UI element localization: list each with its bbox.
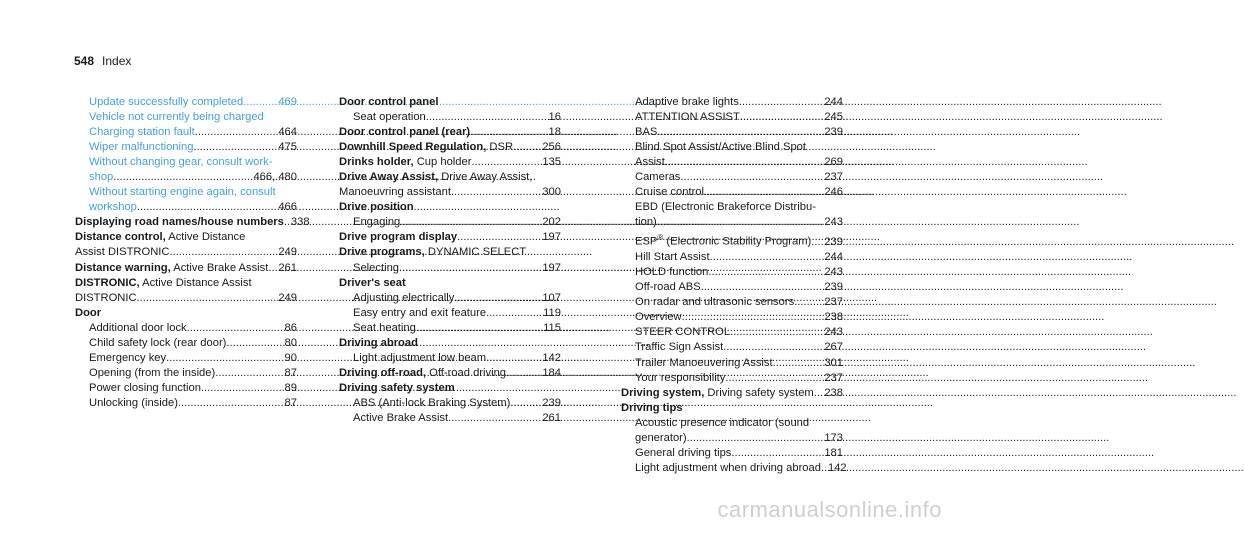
index-entry[interactable]: BAS ..... 239: [621, 125, 843, 140]
page-header: [74, 54, 131, 68]
index-entry[interactable]: Assist ..... 269: [621, 155, 843, 170]
index-entry[interactable]: Overview ..... 238: [621, 310, 843, 325]
index-entry[interactable]: Charging station fault ..... 464: [75, 125, 297, 140]
index-column-1: [75, 95, 310, 411]
index-entry[interactable]: Off-road ABS ..... 239: [621, 280, 843, 295]
index-entry[interactable]: ABS (Anti-lock Braking System) ..... 239: [339, 396, 561, 411]
index-heading[interactable]: Drive program display ..... 197: [339, 230, 561, 245]
index-entry[interactable]: Update successfully completed ..... 469: [75, 95, 297, 110]
index-entry[interactable]: Assist DISTRONIC ..... 249: [75, 245, 297, 260]
index-entry[interactable]: Cameras ..... 237: [621, 170, 843, 185]
index-entry[interactable]: generator) ..... 173: [621, 431, 843, 446]
index-entry[interactable]: Opening (from the inside) ..... 87: [75, 366, 297, 381]
index-entry[interactable]: Light adjustment low beam ..... 142: [339, 351, 561, 366]
index-entry[interactable]: Child safety lock (rear door) ..... 80: [75, 336, 297, 351]
watermark: carmanualsonline.info: [717, 497, 942, 522]
index-entry[interactable]: Hill Start Assist ..... 244: [621, 250, 843, 265]
index-heading[interactable]: Distance warning, Active Brake Assist ..... 261: [75, 261, 297, 276]
index-entry[interactable]: Seat heating ..... 115: [339, 321, 561, 336]
index-entry[interactable]: workshop ..... 466: [75, 200, 297, 215]
index-entry[interactable]: Seat operation ..... 16: [339, 110, 561, 125]
index-entry[interactable]: On radar and ultrasonic sensors ..... 237: [621, 295, 843, 310]
index-heading: Driver's seat: [339, 276, 406, 289]
index-entry[interactable]: Acoustic presence indicator (sound: [635, 416, 810, 429]
index-entry[interactable]: Power closing function ..... 89: [75, 381, 297, 396]
index-column-3: [621, 95, 847, 476]
index-entry[interactable]: Cruise control ..... 246: [621, 185, 843, 200]
index-heading[interactable]: Downhill Speed Regulation, DSR ..... 256: [339, 140, 561, 155]
index-entry[interactable]: Your responsibility ..... 237: [621, 371, 843, 386]
index-entry[interactable]: Manoeuvring assistant ..... 300: [339, 185, 561, 200]
index-entry[interactable]: DISTRONIC ..... 249: [75, 291, 297, 306]
index-entry[interactable]: Blind Spot Assist/Active Blind Spot: [635, 141, 807, 154]
index-column-2: [339, 95, 561, 426]
index-entry[interactable]: Adaptive brake lights ..... 244: [621, 95, 843, 110]
index-heading: Driving abroad: [339, 336, 418, 349]
index-entry[interactable]: STEER CONTROL ..... 243: [621, 325, 843, 340]
page-number: 548: [74, 54, 95, 68]
index-entry[interactable]: Selecting ..... 197: [339, 261, 561, 276]
index-heading[interactable]: Displaying road names/house numbers ..... 338: [75, 215, 297, 230]
index-entry[interactable]: Wiper malfunctioning ..... 475: [75, 140, 297, 155]
index-heading: DISTRONIC, Active Distance Assist: [75, 276, 252, 289]
index-entry[interactable]: EBD (Electronic Brakeforce Distribu-: [635, 201, 816, 214]
index-heading: Drive programs, DYNAMIC SELECT: [339, 246, 527, 259]
index-heading: Driving tips: [621, 401, 683, 414]
index-heading: Drive Away Assist, Drive Away Assist,: [339, 171, 533, 184]
index-entry[interactable]: Trailer Manoeuvering Assist ..... 301: [621, 356, 843, 371]
index-heading: Distance control, Active Distance: [75, 231, 246, 244]
index-heading: Drive position: [339, 201, 414, 214]
index-entry[interactable]: Vehicle not currently being charged: [89, 111, 264, 124]
index-entry[interactable]: ATTENTION ASSIST ..... 245: [621, 110, 843, 125]
index-heading: Door: [75, 306, 102, 319]
index-heading: Door control panel: [339, 96, 439, 108]
index-heading[interactable]: Drinks holder, Cup holder ..... 135: [339, 155, 561, 170]
index-entry[interactable]: Active Brake Assist ..... 261: [339, 411, 561, 426]
index-entry[interactable]: shop ..... 466, 480: [75, 170, 297, 185]
index-entry[interactable]: ESP® (Electronic Stability Program) ..... 239: [621, 230, 843, 250]
section-title: Index: [102, 54, 132, 68]
index-entry[interactable]: Without starting engine again, consult: [89, 186, 276, 199]
index-heading: Driving safety system: [339, 381, 455, 394]
index-entry[interactable]: Without changing gear, consult work-: [89, 156, 273, 169]
index-entry[interactable]: Additional door lock ..... 86: [75, 321, 297, 336]
index-heading[interactable]: Door control panel (rear) ..... 18: [339, 125, 561, 140]
index-entry[interactable]: tion) ..... 243: [621, 215, 843, 230]
index-heading[interactable]: Driving off-road, Off-road driving ..... 184: [339, 366, 561, 381]
index-entry[interactable]: HOLD function ..... 243: [621, 265, 843, 280]
index-entry[interactable]: Unlocking (inside) ..... 87: [75, 396, 297, 411]
index-entry[interactable]: General driving tips ..... 181: [621, 446, 843, 461]
index-entry[interactable]: Emergency key ..... 90: [75, 351, 297, 366]
index-entry[interactable]: Adjusting electrically ..... 107: [339, 291, 561, 306]
index-entry[interactable]: Engaging ..... 202: [339, 215, 561, 230]
index-entry[interactable]: Easy entry and exit feature ..... 119: [339, 306, 561, 321]
index-entry[interactable]: Traffic Sign Assist ..... 267: [621, 340, 843, 355]
index-heading[interactable]: Driving system, Driving safety system ..... 238: [621, 386, 843, 401]
index-entry[interactable]: Light adjustment when driving abroad ..... 142: [621, 461, 843, 476]
